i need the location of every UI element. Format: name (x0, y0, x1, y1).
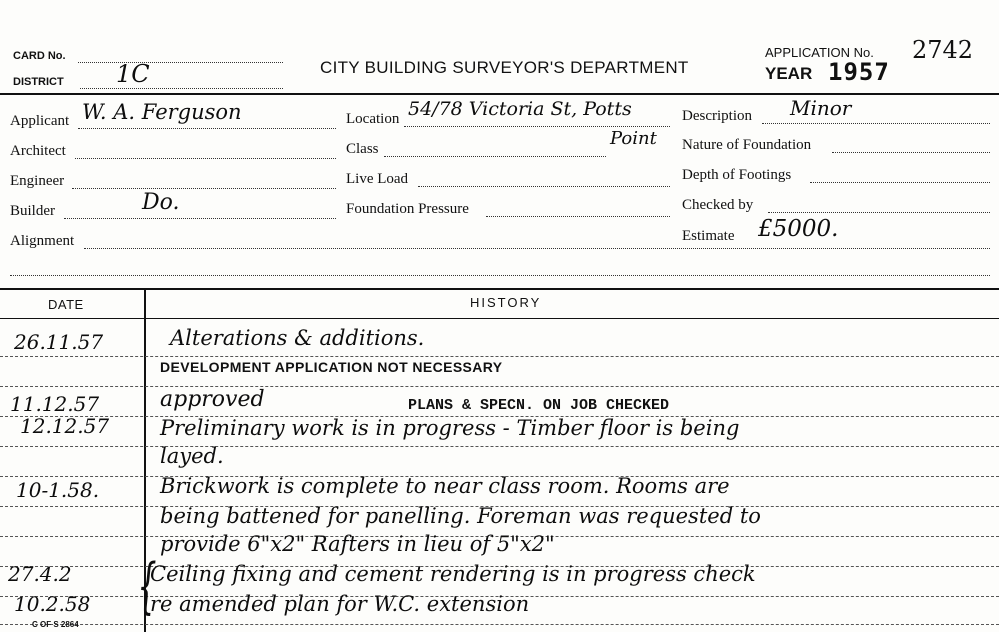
location-line (404, 126, 670, 127)
builder-value: Do. (142, 190, 180, 215)
row-history: Preliminary work is in progress - Timber floor is being (160, 416, 740, 440)
location-value-2: Point (610, 128, 657, 149)
blank-line (10, 275, 990, 276)
architect-line (75, 158, 336, 159)
year-value: 1957 (828, 58, 890, 86)
district-line (80, 88, 283, 89)
foundation-pressure-line (486, 216, 670, 217)
application-no-label: APPLICATION No. (765, 45, 874, 60)
checked-by-label: Checked by (682, 197, 754, 213)
architect-label: Architect (10, 143, 66, 159)
table-top-border (0, 288, 999, 290)
row-date: 26.11.57 (14, 330, 104, 354)
checked-by-line (768, 212, 990, 213)
location-value: 54/78 Victoria St, Potts (408, 98, 632, 120)
brace-mark: { (137, 551, 157, 621)
alignment-line (84, 248, 990, 249)
engineer-line (72, 188, 336, 189)
applicant-value: W. A. Ferguson (82, 100, 242, 124)
description-line (762, 123, 990, 124)
nature-of-foundation-line (832, 152, 990, 153)
department-title: CITY BUILDING SURVEYOR'S DEPARTMENT (320, 58, 689, 77)
builder-line (64, 218, 336, 219)
development-stamp: DEVELOPMENT APPLICATION NOT NECESSARY (160, 359, 503, 375)
description-label: Description (682, 108, 752, 124)
date-header: DATE (48, 297, 84, 312)
card-no-label: CARD No. (13, 50, 66, 62)
applicant-label: Applicant (10, 113, 70, 129)
row-date: 11.12.57 (10, 392, 100, 416)
depth-of-footings-line (810, 182, 990, 183)
row-line (0, 446, 999, 447)
live-load-line (418, 186, 670, 187)
alignment-label: Alignment (10, 233, 75, 249)
location-label: Location (346, 111, 400, 127)
description-value: Minor (790, 96, 852, 120)
row-history: approved (160, 387, 265, 412)
row-history: layed. (160, 444, 224, 468)
history-header: HISTORY (470, 295, 542, 310)
row-date: 12.12.57 (20, 414, 110, 438)
district-value: 1C (116, 60, 150, 88)
row-history: being battened for panelling. Foreman was requested to (160, 504, 761, 528)
header-divider (0, 93, 999, 95)
row-line (0, 386, 999, 387)
district-label: DISTRICT (13, 76, 64, 88)
foundation-pressure-label: Foundation Pressure (346, 201, 469, 217)
row-history: re amended plan for W.C. extension (150, 592, 530, 616)
row-line (0, 624, 999, 625)
form-code: C OF S 2864 (32, 620, 79, 629)
nature-of-foundation-label: Nature of Foundation (682, 137, 812, 153)
builder-label: Builder (10, 203, 55, 219)
row-history: Alterations & additions. (170, 326, 425, 350)
estimate-label: Estimate (682, 228, 735, 244)
row-line (0, 356, 999, 357)
year-label: YEAR (765, 64, 813, 83)
class-label: Class (346, 141, 379, 157)
depth-of-footings-label: Depth of Footings (682, 167, 792, 183)
header-row-line (0, 318, 999, 319)
row-date: 10-1.58. (16, 478, 100, 502)
row-history: provide 6"x2" Rafters in lieu of 5"x2" (160, 532, 555, 556)
applicant-line (78, 128, 336, 129)
row-history: Ceiling fixing and cement rendering is in progress check (150, 562, 756, 586)
card-no-line (78, 62, 283, 63)
row-date: 10.2.58 (14, 592, 91, 616)
plans-checked-stamp: PLANS & SPECN. ON JOB CHECKED (408, 397, 670, 414)
row-history: Brickwork is complete to near class room. Rooms are (160, 474, 730, 498)
estimate-value: £5000. (758, 216, 839, 242)
engineer-label: Engineer (10, 173, 65, 189)
row-date: 27.4.2 (8, 562, 72, 586)
application-no-value: 2742 (912, 36, 974, 64)
class-line (384, 156, 606, 157)
live-load-label: Live Load (346, 171, 409, 187)
